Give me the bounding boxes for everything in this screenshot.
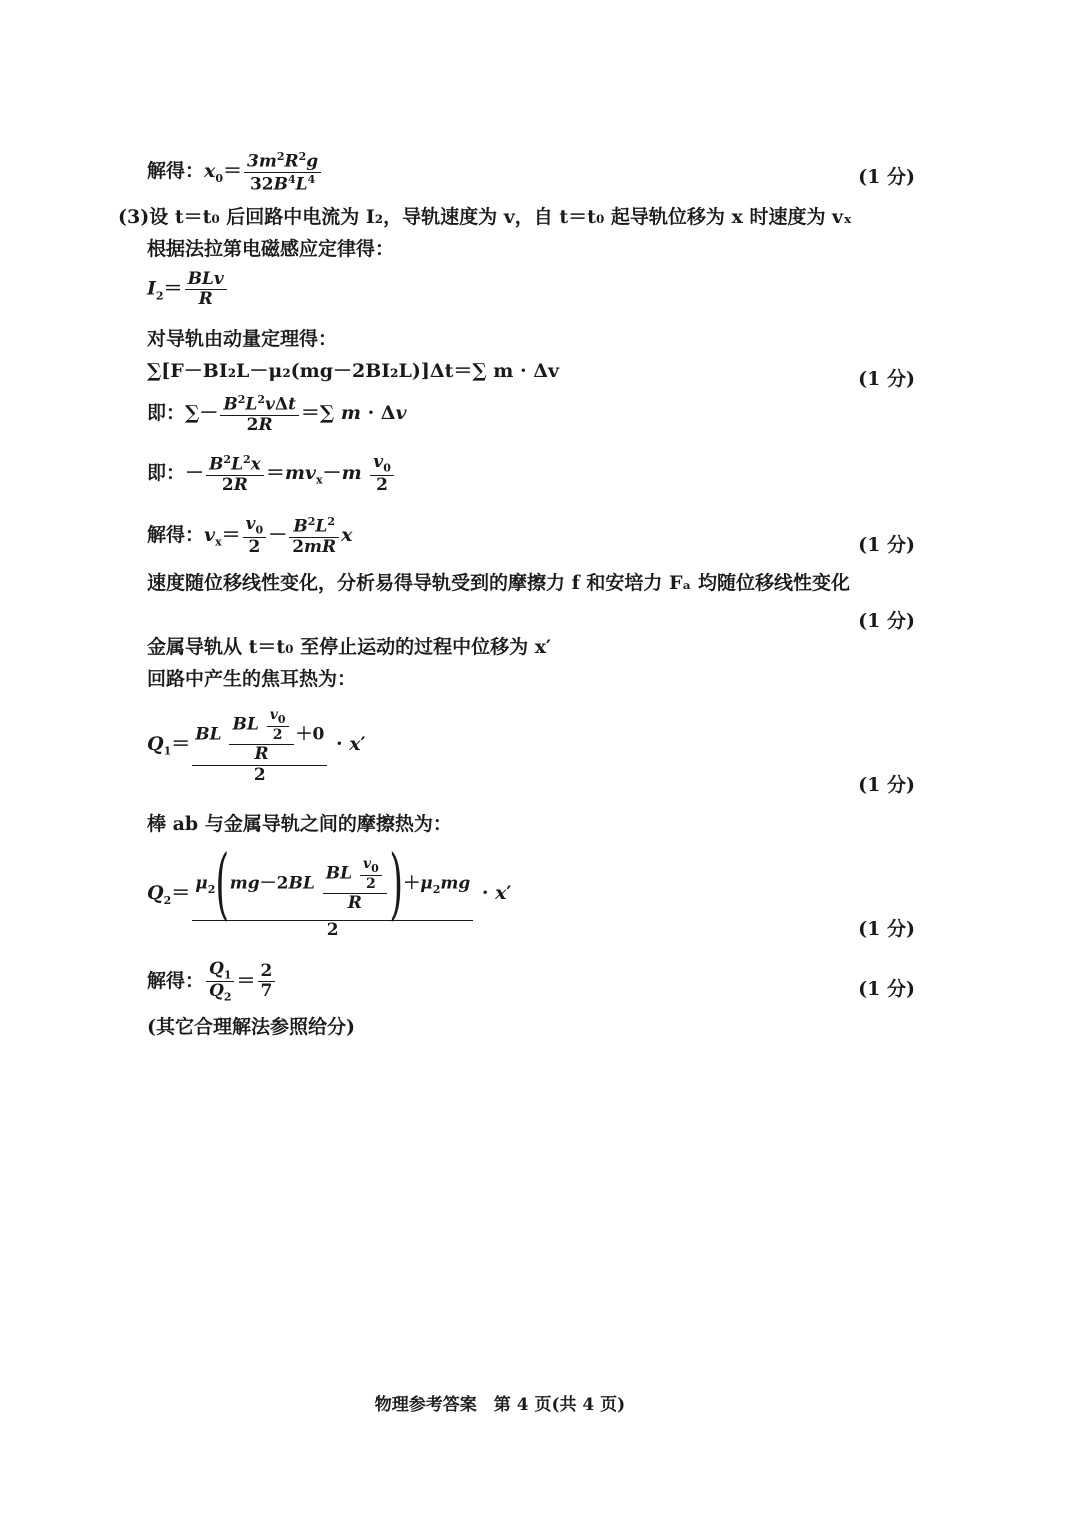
solution-prefix-3: 解得：: [147, 969, 205, 992]
score-7: (1 分): [858, 978, 915, 1000]
x0-solution: 解得：$x_0=$ $\frac{3m^2R^2g}{32B^4L^4}$: [147, 150, 323, 194]
solution-prefix: 解得：: [147, 160, 205, 183]
displacement-text: 金属导轨从 t＝t₀ 至停止运动的过程中位移为 x′: [147, 636, 552, 658]
ie-prefix-2: 即：: [147, 461, 186, 484]
part3-setup: (3)设 t＝t₀ 后回路中电流为 I₂，导轨速度为 v，自 t＝t₀ 起导轨位移为 x 时速度为 vₓ: [118, 206, 853, 228]
joule-heat-text: 回路中产生的焦耳热为：: [147, 668, 357, 690]
faraday-law-text: 根据法拉第电磁感应定律得：: [147, 238, 395, 260]
ratio-solution: 解得： $\frac{Q_1}{Q_2}$ ＝ $\frac{2}{7}$: [147, 960, 277, 1004]
score-6: (1 分): [858, 918, 915, 940]
score-3: (1 分): [858, 534, 915, 556]
alternative-solutions-note: (其它合理解法参照给分): [147, 1016, 355, 1038]
vx-solution: 解得：$v_x=$ $\frac{v_0}{2}$ － $\frac{B^2L^2}{2mR}$ x: [147, 514, 353, 557]
page-footer: 物理参考答案 第 4 页(共 4 页): [374, 1395, 626, 1415]
momentum-theorem-text: 对导轨由动量定理得：: [147, 328, 338, 350]
score-5: (1 分): [858, 774, 915, 796]
current-equation: $I_2=$ $\frac{\text{BLv}}{R}$: [147, 270, 229, 309]
score-4: (1 分): [858, 610, 915, 632]
solution-prefix-2: 解得：: [147, 523, 205, 546]
integrated-equation: 即：－ $\frac{B^2L^2x}{2R}$ $=mv_x-m$ $\frac{v_0}{2}$: [147, 453, 396, 495]
friction-heat-text: 棒 ab 与金属导轨之间的摩擦热为：: [147, 813, 452, 835]
q2-equation: $Q_2=$ $\mu_2(mg-2BL$ BL $\frac{v_0}{2}$ R )$+\mu_2mg$ 2 · x′: [147, 839, 512, 941]
score-1: (1 分): [858, 166, 915, 188]
score-2: (1 分): [858, 368, 915, 390]
ie-prefix: 即：: [147, 401, 186, 424]
linear-variation-text: 速度随位移线性变化，分析易得导轨受到的摩擦力 f 和安培力 Fₐ 均随位移线性变化: [147, 572, 850, 594]
momentum-sum-equation: 即：∑－ $\frac{B^2L^2v\Delta t}{2R}$ ＝∑ m · Δv: [147, 393, 407, 435]
momentum-equation: ∑[F－BI₂L－μ₂(mg－2BI₂L)]Δt＝∑ m · Δv: [147, 360, 560, 382]
q1-equation: $Q_1=$ BL BL $\frac{v_0}{2}$ R ＋0 2 · x′: [147, 707, 366, 785]
